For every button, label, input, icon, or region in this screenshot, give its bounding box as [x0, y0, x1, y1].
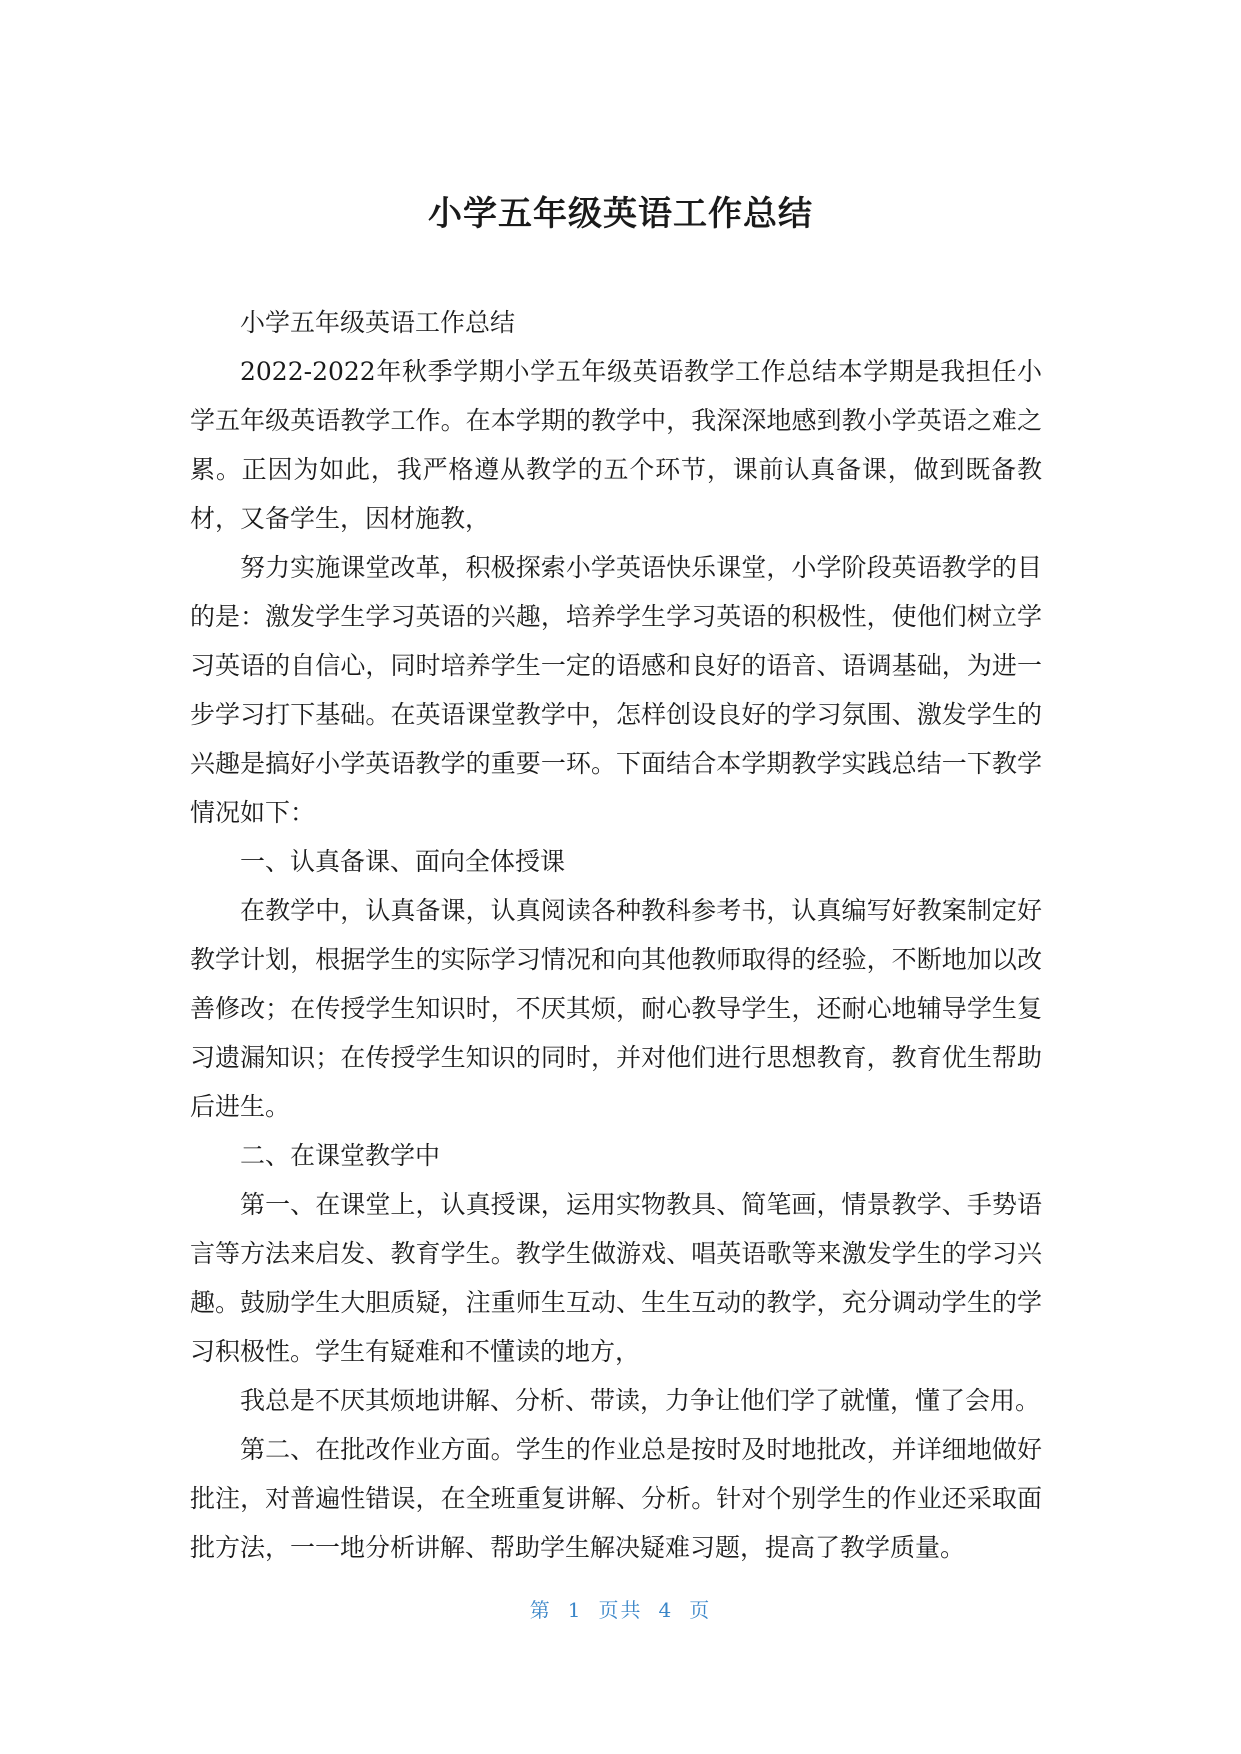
footer-prefix: 第: [529, 1598, 552, 1622]
paragraph-explanation: 我总是不厌其烦地讲解、分析、带读，力争让他们学了就懂，懂了会用。: [240, 1386, 1041, 1415]
footer-current-page: 1: [567, 1598, 583, 1622]
paragraph-intro: 2022-2022年秋季学期小学五年级英语教学工作总结本学期是我担任小学五年级英语教学工作。在本学期的教学中，我深深地感到教小学英语之难之累。正因为如此，我严格遵从教学的五个环节，课前认真备课，做到既备教材，又备学生，因材施教，: [190, 357, 1042, 533]
section-heading-1: 一、认真备课、面向全体授课: [240, 847, 566, 876]
footer-total-pages: 4: [658, 1598, 674, 1622]
paragraph-preparation: 在教学中，认真备课，认真阅读各种教科参考书，认真编写好教案制定好教学计划，根据学生的实际学习情况和向其他教师取得的经验，不断地加以改善修改；在传授学生知识时，不厌其烦，耐心教导学生，还耐心地辅导学生复习遗漏知识；在传授学生知识的同时，并对他们进行思想教育，教育优生帮助后进生。: [190, 896, 1042, 1121]
paragraph-subtitle: 小学五年级英语工作总结: [240, 308, 516, 337]
footer-middle: 页共: [598, 1598, 643, 1622]
paragraph-homework: 第二、在批改作业方面。学生的作业总是按时及时地批改，并详细地做好批注，对普遍性错误，在全班重复讲解、分析。针对个别学生的作业还采取面批方法，一一地分析讲解、帮助学生解决疑难习题，提高了教学质量。: [190, 1435, 1042, 1562]
footer-suffix: 页: [689, 1598, 712, 1622]
paragraph-goals: 努力实施课堂改革，积极探索小学英语快乐课堂，小学阶段英语教学的目的是：激发学生学习英语的兴趣，培养学生学习英语的积极性，使他们树立学习英语的自信心，同时培养学生一定的语感和良好的语音、语调基础，为进一步学习打下基础。在英语课堂教学中，怎样创设良好的学习氛围、激发学生的兴趣是搞好小学英语教学的重要一环。下面结合本学期教学实践总结一下教学情况如下：: [190, 553, 1042, 827]
paragraph-classroom: 第一、在课堂上，认真授课，运用实物教具、简笔画，情景教学、手势语言等方法来启发、教育学生。教学生做游戏、唱英语歌等来激发学生的学习兴趣。鼓励学生大胆质疑，注重师生互动、生生互动的教学，充分调动学生的学习积极性。学生有疑难和不懂读的地方，: [190, 1190, 1042, 1366]
section-heading-2: 二、在课堂教学中: [240, 1141, 441, 1170]
document-body: [190, 298, 1042, 1572]
page-footer: [0, 1594, 1241, 1623]
document-title: 小学五年级英语工作总结: [428, 194, 813, 234]
